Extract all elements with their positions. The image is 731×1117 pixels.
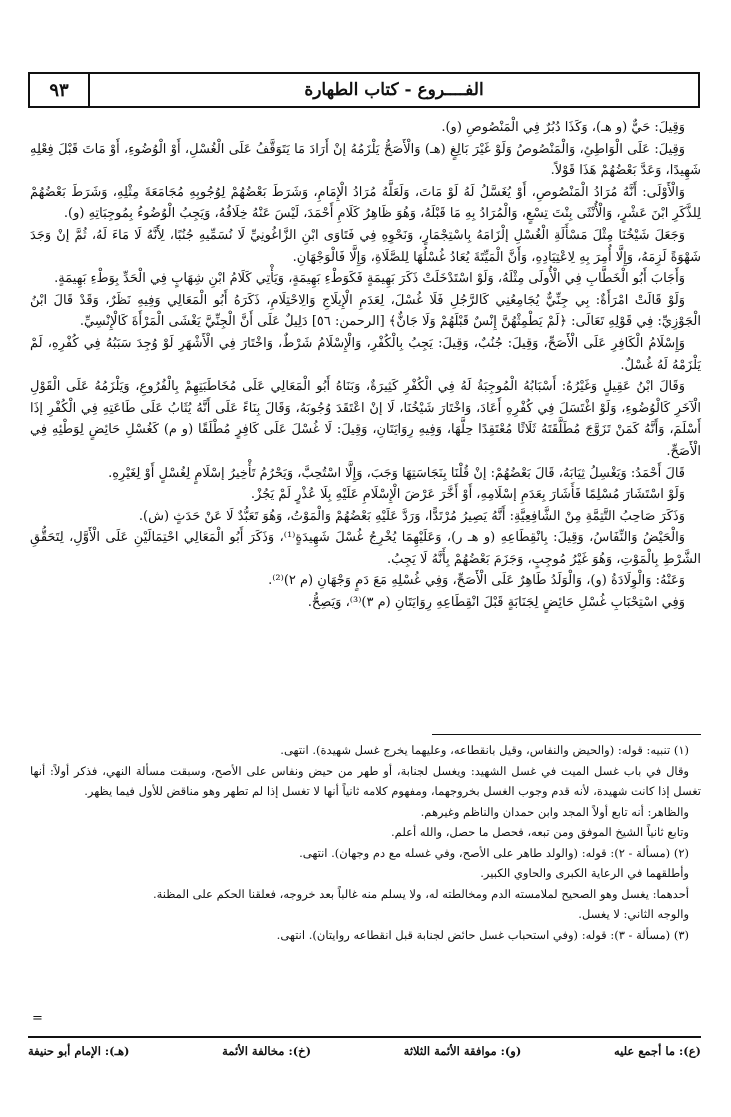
footnotes [30,740,701,945]
footnote: (٢) (مسألة - ٢): قوله: (والولد طاهر على الأصح، وفي غسله مع دم وجهان). انتهى. [299,845,689,860]
continuation-mark: = [32,1011,43,1026]
footer-rule [28,1036,701,1038]
page-number: ٩٣ [49,79,69,101]
legend-item: (خ): مخالفة الأئمة [222,1044,312,1058]
paragraph: وَجَعَلَ شَيْخُنَا مِثْلَ مَسْأَلَةِ الْغُسْلِ إلْزَامَهُ بِاسْتِجْمَارٍ، وَنَحْوِهِ فِي فَتَاوَى ابْنِ الزَّاغُونِيِّ لَا نُسَمِّيهِ جُنُبًا، لِأَنَّهُ لَا مَاءَ لَهُ، ثُمَّ إنْ وَجَدَ شَهْوَةً لَزِمَهُ، وَإِلَّا أُمِرَ بِهِ لِاعْتِيَادِهِ، وَأَنَّ الْمَيِّتَةَ يُعَادُ غُسْلُهَا لِلصَّلَاةِ، وَإِلَّا فَالْوَجْهَانِ. [30,227,701,265]
abbreviation-legend [28,1044,701,1068]
page-title: الفــــروع - كتاب الطهارة [304,80,484,100]
footnote: وأطلقهما في الرعاية الكبرى والحاوي الكبير. [480,866,689,880]
footnote: (٣) (مسألة - ٣): قوله: (وفي استحباب غسل حائض لجنابة قبل انقطاعه روايتان). انتهى. [276,927,689,942]
legend-item: (ع): ما أجمع عليه [613,1044,701,1058]
footnote: والظاهر: أنه تابع أولاً المجد وابن حمدان والناظم وغيرهم. [420,804,689,819]
legend-item: (هـ): الإمام أبو حنيفة [28,1044,130,1058]
paragraph: وَفِي اسْتِحْبَابِ غُسْلِ حَائِضٍ لِجَنَابَةٍ قَبْلَ انْقِطَاعِهِ رِوَايَتَانِ (م ٣)⁽³⁾، وَيَصِحُّ. [307,595,685,611]
paragraph: وَأَجَابَ أَبُو الْخَطَّابِ فِي الْأُولَى مِثْلَهُ، وَلَوْ اسْتَدْخَلَتْ ذَكَرَ بَهِيمَةٍ فَكَوَطْءِ بَهِيمَةٍ، وَيَأْتِي كَلَامُ ابْنِ شِهَابٍ فِي الْحَدِّ بِوَطْءِ بَهِيمَةٍ. [54,271,685,287]
footnote: والوجه الثاني: لا يغسل. [578,907,689,921]
paragraph: وَالْحَيْضُ وَالنِّفَاسُ، وَقِيلَ: بِانْقِطَاعِهِ (و هـ ر)، وَعَلَيْهِمَا يُخْرِجُ غُسْلَ شَهِيدَةٍ⁽¹⁾، وَذَكَرَ أَبُو الْمَعَالِي احْتِمَالَيْنِ عَلَى الْأَوَّلِ، لِتَحَقُّقِ الشَّرْطِ بِالْمَوْتِ، وَهُوَ غَيْرُ مُوجِبٍ، وَجَزَمَ بَعْضُهُمْ بِأَنَّهُ لَا يَجِبُ. [30,530,701,567]
paragraph: وَلَوْ اسْتَشَارَ مُسْلِمًا فَأَشَارَ بِعَدَمِ إسْلَامِهِ، أَوْ أَخَّرَ عَرْضَ الْإِسْلَامِ عَلَيْهِ بِلَا عُذْرٍ لَمْ يَجُزْ. [250,487,685,503]
footnote: وقال في باب غسل الميت في غسل الشهيد: ويغسل لجنابة، أو طهر من حيض ونفاس على الأصح، وسبقت مسألة النهي، فذكر أولاً: أنها تغسل إذا كانت شهيدة، لأنه قدم وجوب الغسل بخروجهما، ومفهوم كلامه ثانياً أنها لا تغسل إذا لم تطهر وهو مناقض للأول فيما يظهر. [30,763,701,798]
paragraph: وَالْأَوْلَى: أَنَّهُ مُرَادُ الْمَنْصُوصِ، أَوْ يُغَسَّلُ لَهُ لَوْ مَاتَ، وَلَعَلَّهُ مُرَادُ الْإِمَامِ، وَشَرَطَ بَعْضُهُمْ لِوُجُوبِهِ مُجَامَعَةَ مِثْلِهِ، وَشَرَطَ بَعْضُهُمْ لِلذَّكَرِ ابْنَ عَشْرٍ، وَالْأُنْثَى بِنْتَ تِسْعٍ، وَالْمُرَادُ بِهِ مَا قَبْلَهُ، وَهُوَ ظَاهِرُ كَلَامِ أَحْمَدَ، لَيْسَ عَنْهُ خِلَافُهُ، وَيَجِبُ الْوُضُوءُ بِمُوجِبَاتِهِ (و). [30,184,701,222]
paragraph: وَإِسْلَامُ الْكَافِرِ عَلَى الْأَصَحِّ، وَقِيلَ: جُنُبٌ، وَقِيلَ: يَجِبُ بِالْكُفْرِ، وَالْإِسْلَامُ شَرْطٌ، وَاخْتَارَ فِي الْأَشْهَرِ لَوْ وُجِدَ سَبَبُهُ فِي كُفْرِهِ، لَمْ يَلْزَمْهُ لَهُ غُسْلٌ. [30,335,701,373]
paragraph: وَعَنْهُ: وَالْوِلَادَةُ (و)، وَالْوَلَدُ طَاهِرٌ عَلَى الْأَصَحِّ، وَفِي غُسْلِهِ مَعَ دَمٍ وَجْهَانِ (م ٢)⁽²⁾. [268,573,685,589]
paragraph: وَذَكَرَ صَاحِبُ التَّتِمَّةِ مِنْ الشَّافِعِيَّةِ: أَنَّهُ يَصِيرُ مُرْتَدًّا، وَرَدَّ عَلَيْهِ بَعْضُهُمْ وَالْمَوْتُ، وَهُوَ تَعَبُّدٌ لَا عَنْ حَدَثٍ (ش). [138,508,685,524]
paragraph: قَالَ أَحْمَدُ: وَيَغْسِلُ ثِيَابَهُ، قَالَ بَعْضُهُمْ: إنْ قُلْنَا بِنَجَاسَتِهَا وَجَبَ، وَإِلَّا اسْتُحِبَّ، وَيَحْرُمُ تَأْخِيرُ إسْلَامٍ لِغُسْلٍ أَوْ لِغَيْرِهِ. [108,465,685,481]
legend-item: (و): موافقة الأئمة الثلاثة [403,1044,522,1058]
footnote: وتابع ثانياً الشيخ الموفق ومن تبعه، فحصل ما حصل، والله أعلم. [391,825,689,839]
main-text [30,117,701,614]
paragraph: وَقِيلَ: حَيٌّ (و هـ)، وَكَذَا دُبُرٌ فِي الْمَنْصُوصِ (و). [441,120,685,135]
footnote: (١) تنبيه: قوله: (والحيض والنفاس، وقيل بانقطاعه، وعليهما يخرج غسل شهيدة). انتهى. [280,743,689,757]
paragraph: وَقِيلَ: عَلَى الْوَاطِئِ، وَالْمَنْصُوصُ وَلَوْ غَيْرَ بَالِغٍ (هـ) وَالْأَصَحُّ يَلْزَمُهُ إنْ أَرَادَ مَا يَتَوَقَّفُ عَلَى الْغُسْلِ، أَوْ الْوُضُوءِ، أَوْ مَاتَ قَبْلَ فِعْلِهِ شَهِيدًا، وَعَدَّ بَعْضُهُمْ هَذَا قَوْلاً. [30,141,701,179]
footnote: أحدهما: يغسل وهو الصحيح لملامسته الدم ومخالطته له، ولا يسلم منه غالباً بعد خروجه، فعلقنا الحكم على المظنة. [152,886,689,901]
page-header [28,72,700,108]
footnote-separator [432,734,701,735]
paragraph: وَقَالَ ابْنُ عَقِيلٍ وَغَيْرُهُ: أَسْبَابُهُ الْمُوجِبَةُ لَهُ فِي الْكُفْرِ كَثِيرَةٌ، وَبَنَاهُ أَبُو الْمَعَالِي عَلَى مُخَاطَبَتِهِمْ بِالْفُرُوعِ، وَيَلْزَمُهُ عَلَى الْقَوْلِ الْآخَرِ كَالْوُضُوءِ، وَلَوْ اغْتَسَلَ فِي كُفْرِهِ أَعَادَ، وَاخْتَارَ شَيْخُنَا، لَا إنْ اعْتَقَدَ وُجُوبَهُ، وَقَالَ بِنَاءً عَلَى أَنَّهُ يُثَابُ عَلَى طَاعَتِهِ فِي الْكُفْرِ إذَا أَسْلَمَ، وَأَنَّهُ كَمَنْ تَزَوَّجَ مُطَلَّقَتَهُ ثَلَاثًا مُعْتَقِدًا حِلَّهَا، وَفِيهِ رِوَايَتَانِ، وَقِيلَ: لَا غُسْلَ عَلَى كَافِرٍ مُطْلَقًا (و م) كَغُسْلِ حَائِضٍ لِوَطْئِهِ فِي الْأَصَحِّ. [30,379,701,459]
paragraph: وَلَوْ قَالَتْ امْرَأَةٌ: بِي جِنِّيٌّ يُجَامِعُنِي كَالرَّجُلِ فَلَا غُسْلَ، لِعَدَمِ الْإِيلَاجِ وَالِاحْتِلَامِ، ذَكَرَهُ أَبُو الْمَعَالِي وَفِيهِ نَظَرٌ، وَقَدْ قَالَ ابْنُ الْجَوْزِيِّ: فِي قَوْلِهِ تَعَالَى: ﴿لَمْ يَطْمِثْهُنَّ إِنْسٌ قَبْلَهُمْ وَلَا جَانٌّ﴾ [الرحمن: ٥٦] دَلِيلٌ عَلَى أَنَّ الْجِنِّيَّ يَغْشَى الْمَرْأَةَ كَالْإِنْسِيِّ. [30,292,701,330]
